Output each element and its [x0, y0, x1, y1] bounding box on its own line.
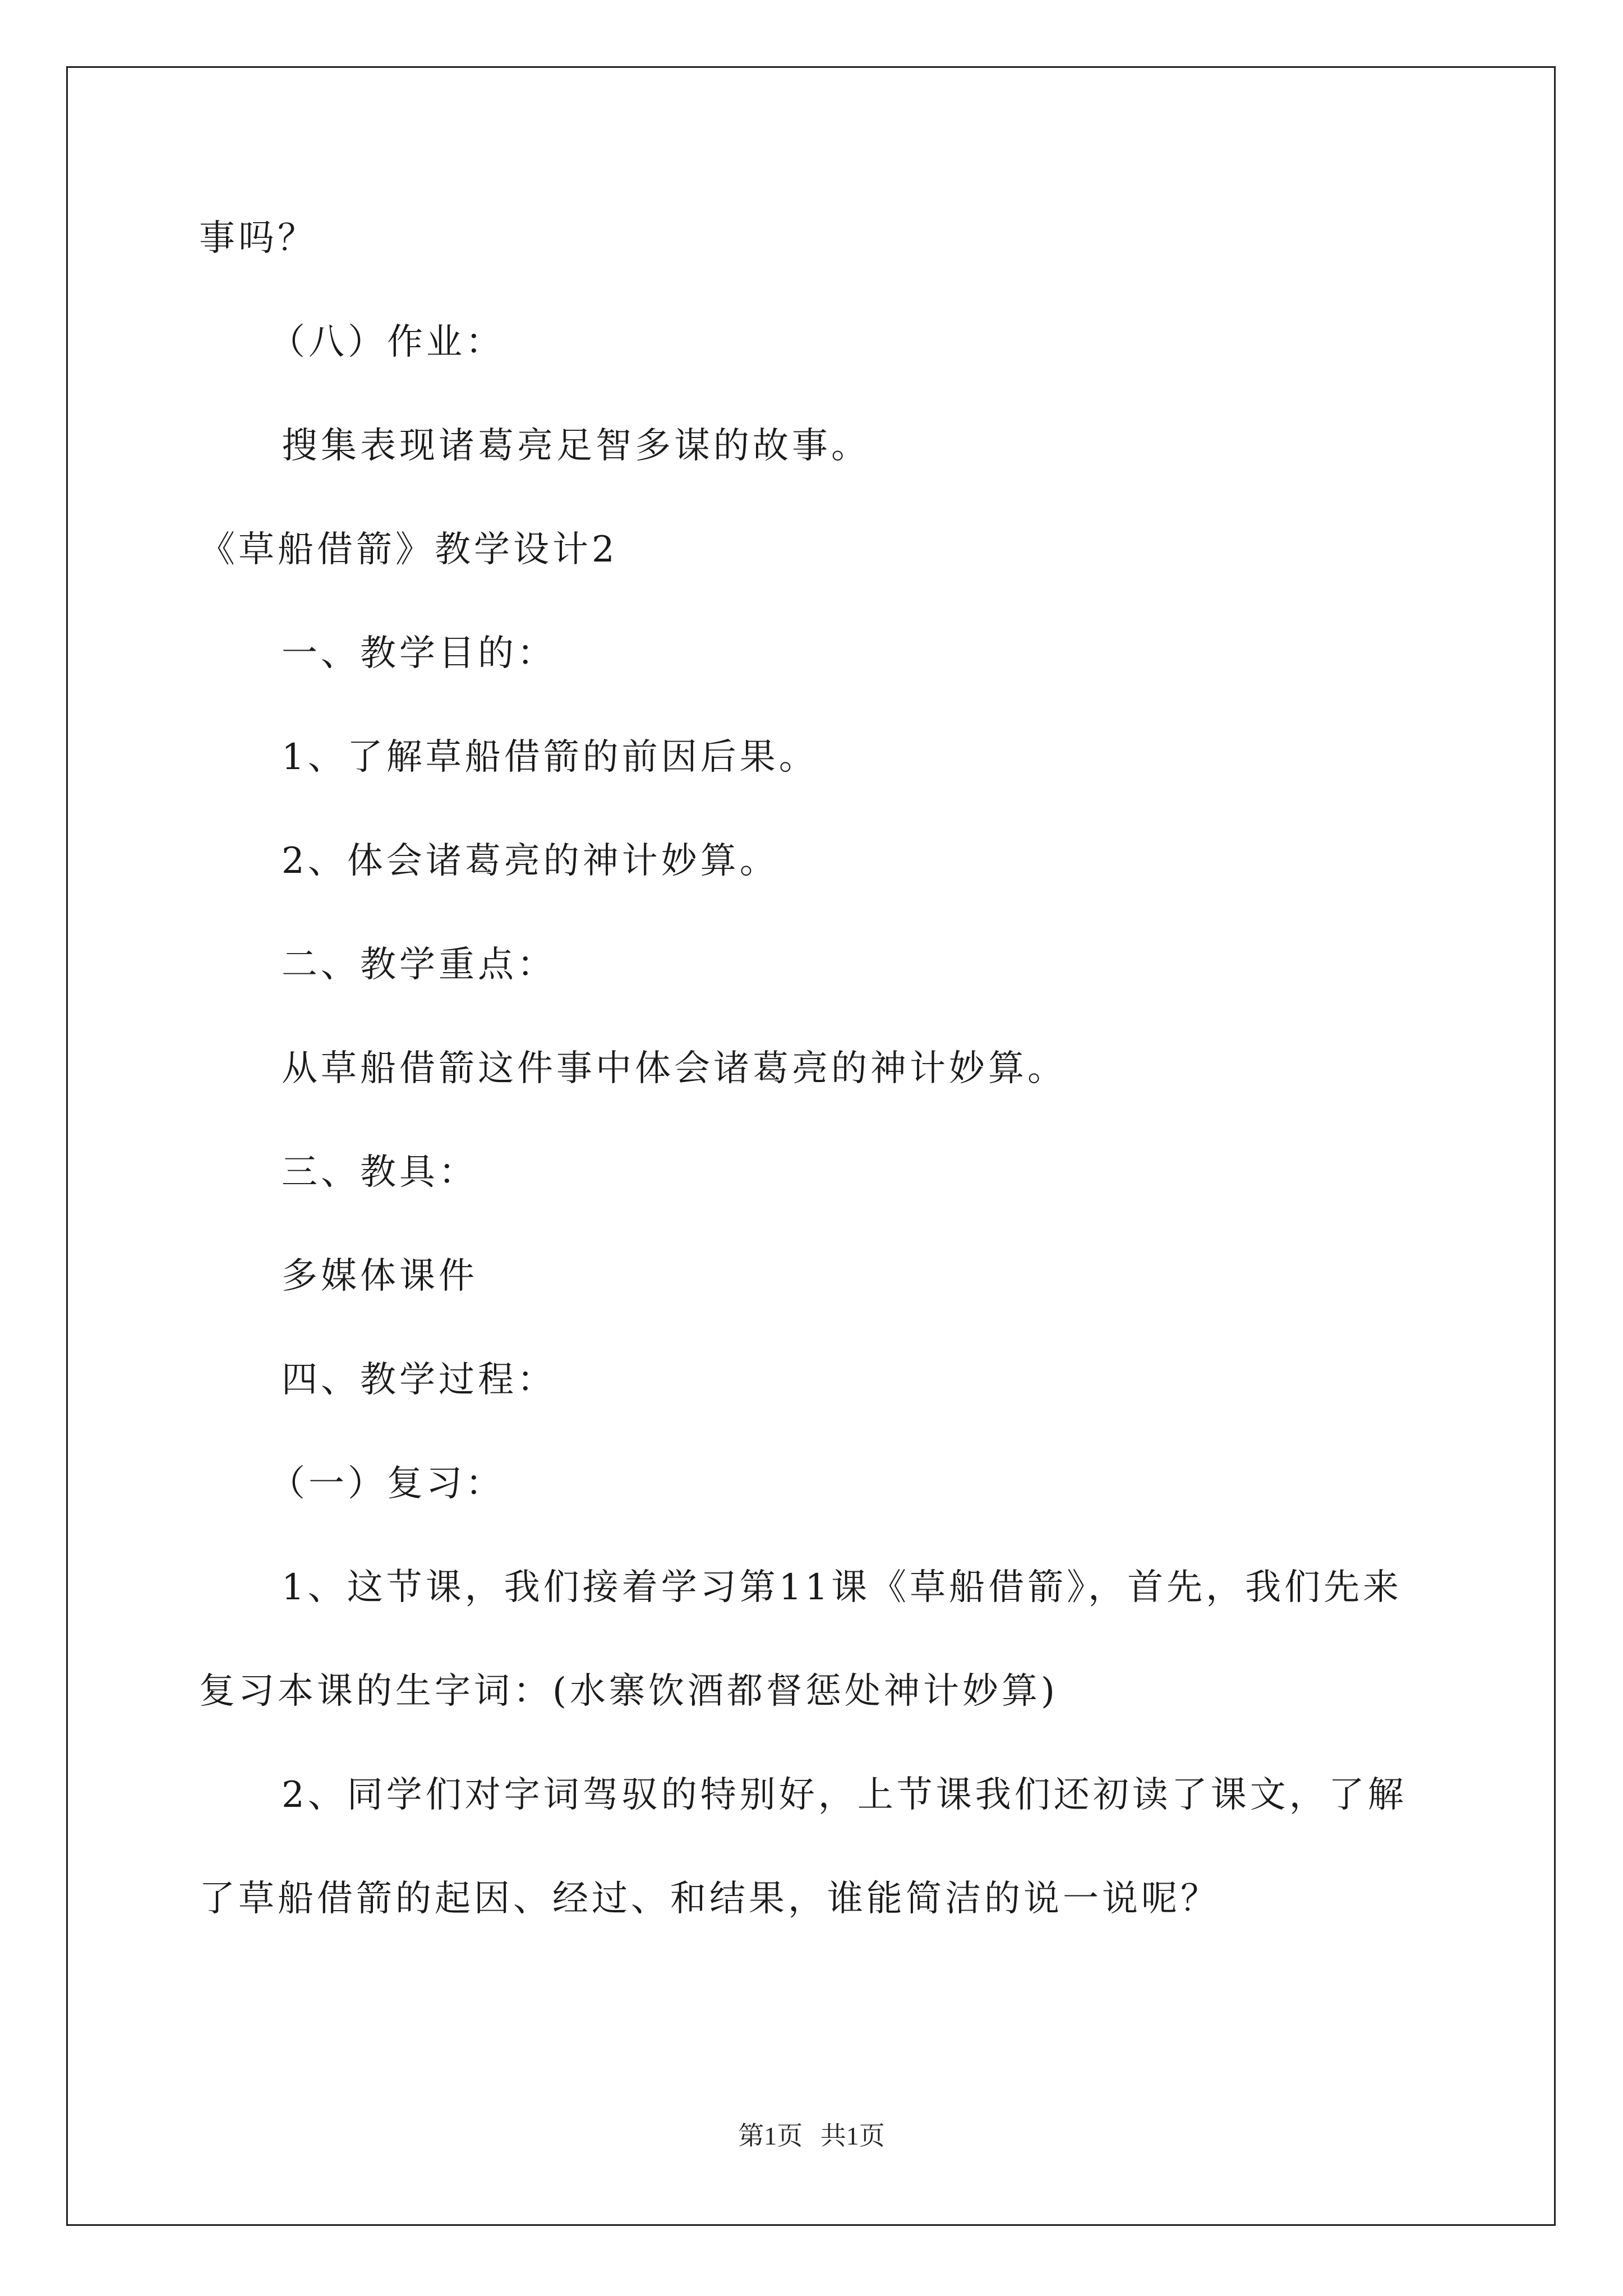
list-item-objective-2: 2、体会诸葛亮的神计妙算。 [282, 840, 779, 882]
paragraph-review-2-line-1: 2、同学们对字词驾驭的特别好，上节课我们还初读了课文，了解 [282, 1774, 1407, 1816]
paragraph-materials: 多媒体课件 [282, 1255, 478, 1297]
paragraph-review-1-line-1: 1、这节课，我们接着学习第11课《草船借箭》，首先，我们先来 [282, 1567, 1403, 1608]
paragraph-continuation: 事吗？ [199, 218, 317, 259]
section-heading-materials: 三、教具： [282, 1152, 478, 1193]
paragraph-review-2-line-2: 了草船借箭的起因、经过、和结果，谁能简洁的说一说呢？ [199, 1878, 1220, 1920]
section-heading-key-points: 二、教学重点： [282, 944, 556, 986]
document-title: 《草船借箭》教学设计2 [199, 529, 618, 570]
paragraph-homework: 搜集表现诸葛亮足智多谋的故事。 [282, 425, 870, 467]
page-number-footer: 第1页 共1页 [738, 2122, 885, 2150]
paragraph-key-points: 从草船借箭这件事中体会诸葛亮的神计妙算。 [282, 1048, 1067, 1089]
section-heading-objectives: 一、教学目的： [282, 633, 556, 674]
section-heading-homework: （八）作业： [269, 321, 505, 363]
paragraph-review-1-line-2: 复习本课的生字词：(水寨饮酒都督惩处神计妙算) [199, 1671, 1058, 1712]
subsection-heading-review: （一）复习： [269, 1463, 505, 1504]
list-item-objective-1: 1、了解草船借箭的前因后果。 [282, 737, 818, 778]
section-heading-process: 四、教学过程： [282, 1359, 556, 1401]
